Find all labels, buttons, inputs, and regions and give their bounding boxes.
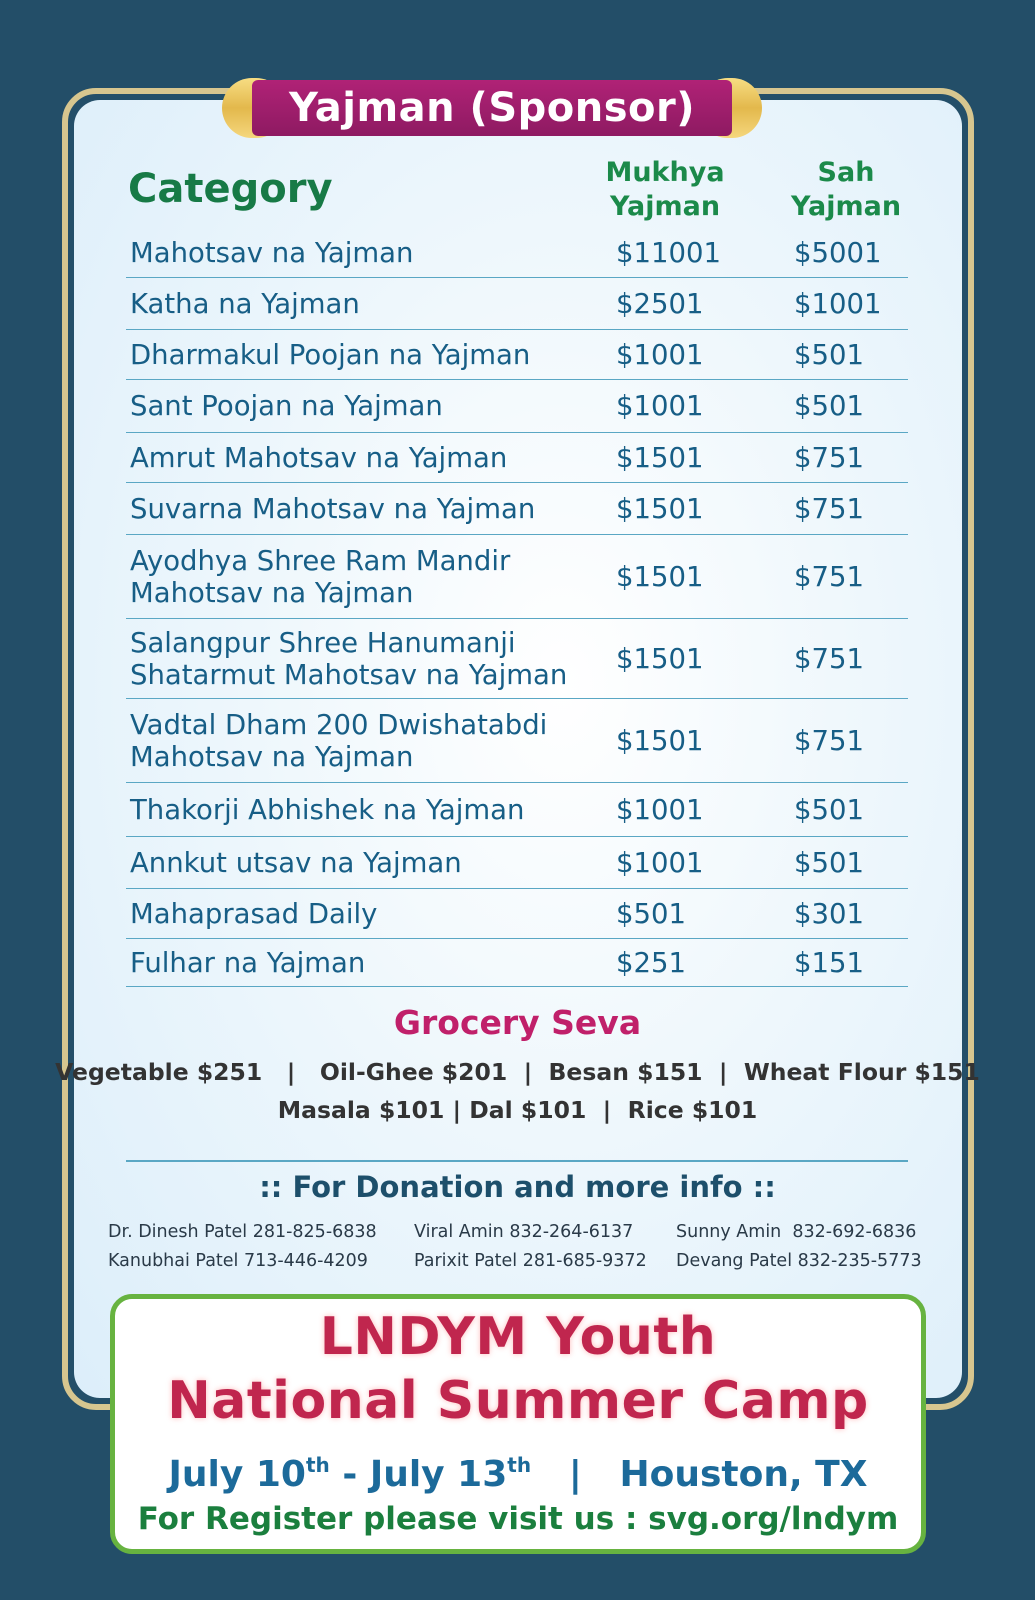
summer-camp-box <box>110 1294 926 1554</box>
row-category: Sant Poojan na Yajman <box>130 390 443 422</box>
sponsor-table <box>126 228 908 987</box>
row-mukhya-amount: $1501 <box>616 441 704 474</box>
row-mukhya-amount: $1501 <box>616 642 704 675</box>
row-mukhya-amount: $1001 <box>616 793 704 826</box>
row-category: Vadtal Dham 200 Dwishatabdi Mahotsav na Yajman <box>130 708 548 773</box>
row-category: Amrut Mahotsav na Yajman <box>130 441 508 474</box>
table-row <box>126 433 908 483</box>
mukhya-header-line1: Mukhya <box>605 157 725 188</box>
row-category: Mahaprasad Daily <box>130 897 378 930</box>
row-sah-amount: $751 <box>794 642 864 675</box>
mukhya-yajman-header <box>595 156 735 224</box>
banner-title: Yajman (Sponsor) <box>252 80 732 136</box>
row-mukhya-amount: $2501 <box>616 287 704 320</box>
category-header: Category <box>128 166 333 212</box>
row-sah-amount: $751 <box>794 441 864 474</box>
table-row <box>126 783 908 837</box>
contact-kanubhai-patel: Kanubhai Patel 713-446-4209 <box>108 1251 368 1271</box>
contact-dinesh-patel: Dr. Dinesh Patel 281-825-6838 <box>108 1222 377 1242</box>
row-mukhya-amount: $1501 <box>616 492 704 525</box>
row-mukhya-amount: $501 <box>616 897 686 930</box>
sah-yajman-header <box>776 156 916 224</box>
row-mukhya-amount: $11001 <box>616 236 721 269</box>
table-row <box>126 278 908 330</box>
contact-devang-patel: Devang Patel 832-235-5773 <box>676 1251 922 1271</box>
table-row <box>126 228 908 278</box>
row-category: Annkut utsav na Yajman <box>130 846 462 879</box>
camp-register-link[interactable]: For Register please visit us : svg.org/lndym <box>137 1501 899 1537</box>
row-sah-amount: $751 <box>794 560 864 593</box>
row-sah-amount: $751 <box>794 492 864 525</box>
row-sah-amount: $5001 <box>794 236 882 269</box>
camp-title-line1: LNDYM Youth <box>319 1307 717 1367</box>
row-sah-amount: $501 <box>794 793 864 826</box>
row-category: Fulhar na Yajman <box>130 946 366 979</box>
row-sah-amount: $501 <box>794 846 864 879</box>
grocery-seva-title: Grocery Seva <box>393 1003 642 1042</box>
contact-viral-amin: Viral Amin 832-264-6137 <box>414 1222 634 1242</box>
sponsor-banner <box>222 78 762 138</box>
grocery-items-line2: Masala $101 | Dal $101 | Rice $101 <box>277 1096 758 1124</box>
divider <box>126 1160 908 1162</box>
sah-header-line2: Yajman <box>790 191 902 222</box>
table-row <box>126 535 908 619</box>
camp-location: Houston, TX <box>619 1454 868 1495</box>
row-category: Dharmakul Poojan na Yajman <box>130 338 531 371</box>
row-mukhya-amount: $1001 <box>616 846 704 879</box>
donation-info-title: :: For Donation and more info :: <box>259 1170 776 1204</box>
row-sah-amount: $151 <box>794 946 864 979</box>
row-category: Katha na Yajman <box>130 287 360 320</box>
table-row <box>126 699 908 783</box>
row-category: Salangpur Shree Hanumanji Shatarmut Mahotsav na Yajman <box>130 626 568 691</box>
table-row <box>126 380 908 433</box>
row-sah-amount: $501 <box>794 338 864 371</box>
table-row <box>126 939 908 987</box>
row-category: Thakorji Abhishek na Yajman <box>130 793 525 826</box>
row-sah-amount: $501 <box>794 390 864 422</box>
row-category: Ayodhya Shree Ram Mandir Mahotsav na Yajman <box>130 544 511 609</box>
table-row <box>126 837 908 889</box>
row-sah-amount: $301 <box>794 897 864 930</box>
row-category: Mahotsav na Yajman <box>130 236 414 269</box>
camp-title-line2: National Summer Camp <box>167 1371 869 1431</box>
table-row <box>126 889 908 939</box>
mukhya-header-line2: Yajman <box>609 191 721 222</box>
row-mukhya-amount: $1001 <box>616 390 704 422</box>
row-mukhya-amount: $1501 <box>616 560 704 593</box>
grocery-items-line1: Vegetable $251 | Oil-Ghee $201 | Besan $151 | Wheat Flour $151 <box>55 1058 980 1086</box>
table-row <box>126 483 908 535</box>
row-mukhya-amount: $1001 <box>616 338 704 371</box>
row-sah-amount: $1001 <box>794 287 882 320</box>
row-sah-amount: $751 <box>794 724 864 757</box>
row-category: Suvarna Mahotsav na Yajman <box>130 492 536 525</box>
table-row <box>126 619 908 699</box>
sah-header-line1: Sah <box>817 157 875 188</box>
table-row <box>126 330 908 380</box>
row-mukhya-amount: $1501 <box>616 724 704 757</box>
row-mukhya-amount: $251 <box>616 946 686 979</box>
contact-sunny-amin: Sunny Amin 832-692-6836 <box>676 1222 917 1242</box>
camp-dates: July 10th - July 13th | Houston, TX <box>168 1453 868 1495</box>
contact-parixit-patel: Parixit Patel 281-685-9372 <box>414 1251 647 1271</box>
